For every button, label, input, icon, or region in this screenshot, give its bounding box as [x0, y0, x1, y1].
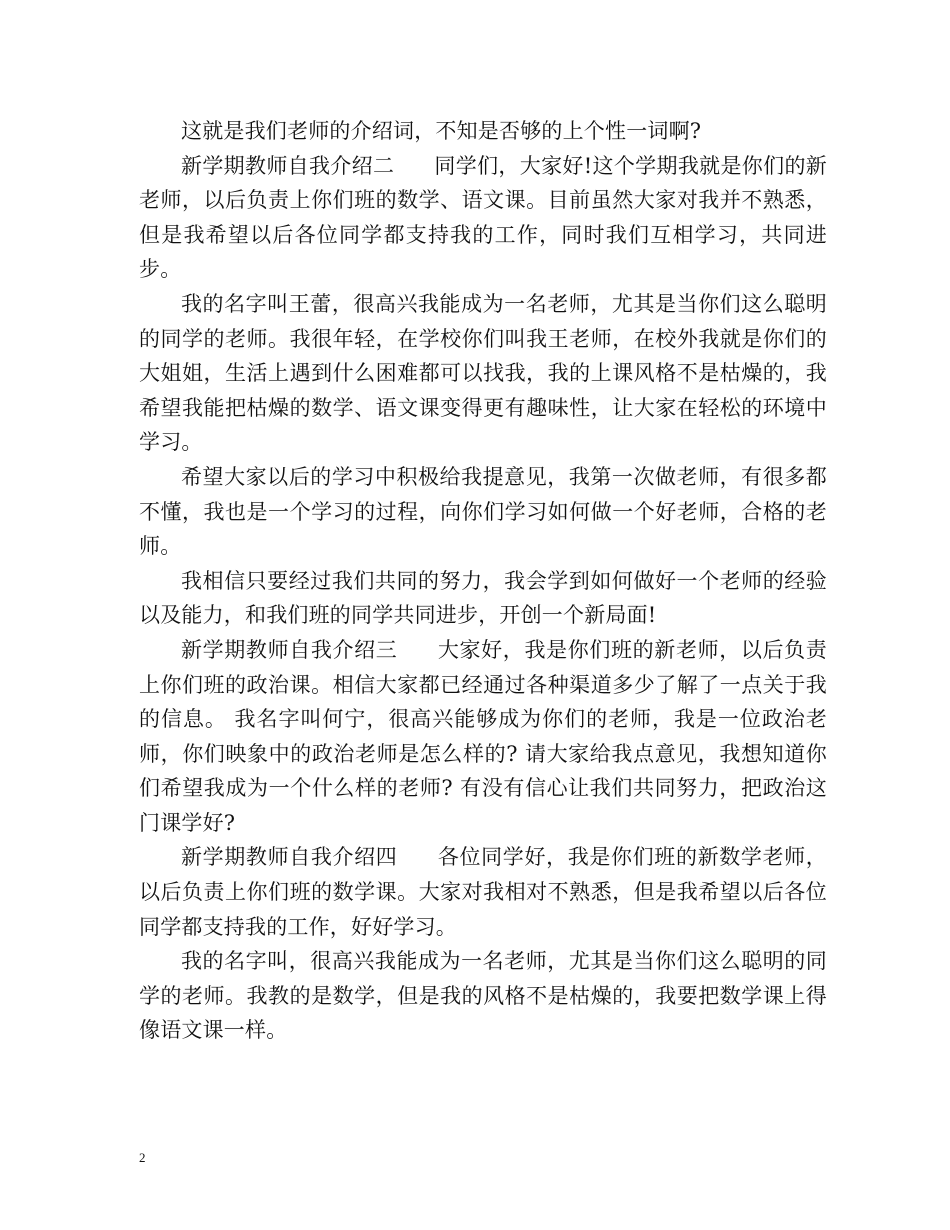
- page-number: 2: [139, 1150, 146, 1165]
- paragraph: [139, 944, 827, 1048]
- paragraph-text: 大家好，我是你们班的新老师，以后负责上你们班的政治课。相信大家都已经通过各种渠道多少了解了一点关于我的信息。 我名字叫何宁，很高兴能够成为你们的老师，我是一位政治老师，你们映象中的政治老师是怎么样的? 请大家给我点意见，我想知道你们希望我成为一个什么样的老师? 有没有信心让我们共同努力，把政治这门课学好?: [139, 637, 828, 835]
- paragraph: [139, 114, 827, 149]
- paragraph-text: 希望大家以后的学习中积极给我提意见，我第一次做老师，有很多都不懂，我也是一个学习的过程，向你们学习如何做一个好老师，合格的老师。: [139, 464, 827, 559]
- section-heading: 新学期教师自我介绍三: [181, 637, 398, 662]
- paragraph-text: 我的名字叫王蕾，很高兴我能成为一名老师，尤其是当你们这么聪明的同学的老师。我很年轻，在学校你们叫我王老师，在校外我就是你们的大姐姐，生活上遇到什么困难都可以找我，我的上课风格不是枯燥的，我希望我能把枯燥的数学、语文课变得更有趣味性，让大家在轻松的环境中学习。: [139, 291, 827, 455]
- paragraph: [139, 633, 827, 841]
- paragraph-text: 我的名字叫，很高兴我能成为一名老师，尤其是当你们这么聪明的同学的老师。我教的是数学，但是我的风格不是枯燥的，我要把数学课上得像语文课一样。: [139, 949, 827, 1043]
- paragraph-text: 这就是我们老师的介绍词，不知是否够的上个性一词啊?: [181, 119, 702, 143]
- paragraph: [139, 149, 827, 287]
- document-body: [139, 114, 827, 1048]
- paragraph: [139, 287, 827, 460]
- paragraph-text: 各位同学好，我是你们班的新数学老师，以后负责上你们班的数学课。大家对我相对不熟悉，但是我希望以后各位同学都支持我的工作，好好学习。: [139, 845, 828, 939]
- paragraph-text: 同学们，大家好!这个学期我就是你们的新老师，以后负责上你们班的数学、语文课。目前虽然大家对我并不熟悉，但是我希望以后各位同学都支持我的工作，同时我们互相学习，共同进步。: [139, 153, 827, 282]
- section-heading: 新学期教师自我介绍四: [181, 845, 398, 870]
- section-heading: 新学期教师自我介绍二: [181, 153, 395, 178]
- paragraph: [139, 564, 827, 633]
- paragraph: [139, 840, 827, 944]
- paragraph: [139, 460, 827, 564]
- paragraph-text: 我相信只要经过我们共同的努力，我会学到如何做好一个老师的经验以及能力，和我们班的同学共同进步，开创一个新局面!: [139, 568, 827, 628]
